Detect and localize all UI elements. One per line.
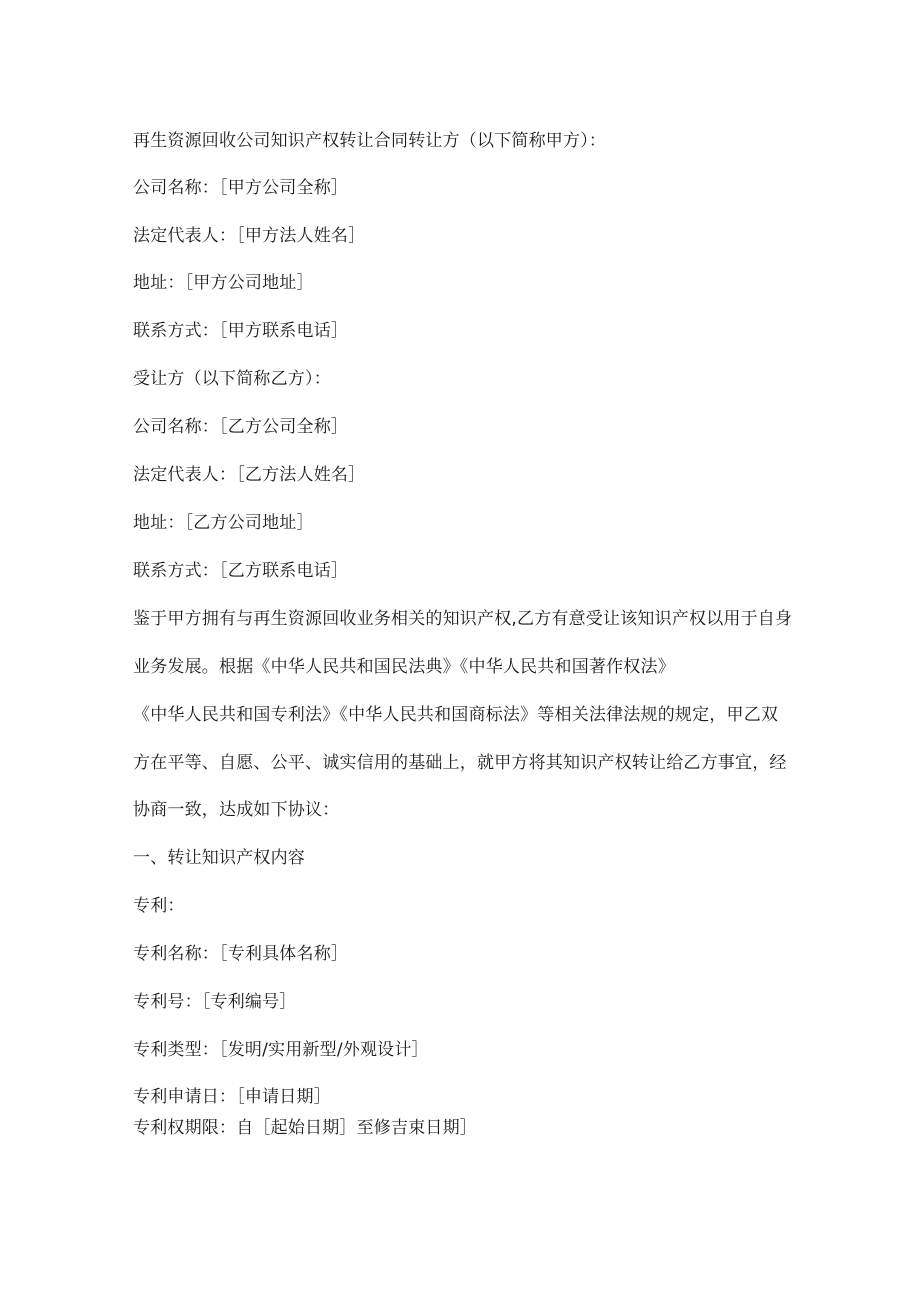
party-b-legal-rep: 法定代表人：［乙方法人姓名］ — [133, 465, 366, 485]
party-a-address: 地址：［甲方公司地址］ — [133, 273, 314, 293]
party-b-company-name: 公司名称：［乙方公司全称］ — [133, 417, 349, 437]
preamble-line-3: 《中华人民共和国专利法》《中华人民共和国商标法》等相关法律法规的规定，甲乙双 — [133, 705, 779, 725]
patent-apply-date: 专利申请日：［申请日期］ — [133, 1087, 331, 1107]
preamble-line-4: 方在平等、自愿、公平、诚实信用的基础上，就甲方将其知识产权转让给乙方事宜，经 — [133, 753, 787, 773]
title-line: 再生资源回收公司知识产权转让合同转让方（以下简称甲方）： — [133, 131, 607, 151]
patent-name: 专利名称：［专利具体名称］ — [133, 944, 349, 964]
party-b-heading: 受让方（以下简称乙方）： — [133, 369, 331, 389]
preamble-line-5: 协商一致，达成如下协议： — [133, 800, 340, 820]
preamble-line-2: 业务发展。根据《中华人民共和国民法典》《中华人民共和国著作权法》 — [133, 657, 675, 677]
patent-type: 专利类型：［发明/实用新型/外观设计］ — [133, 1040, 429, 1060]
party-b-contact: 联系方式：［乙方联系电话］ — [133, 561, 349, 581]
patent-number: 专利号：［专利编号］ — [133, 992, 297, 1012]
patent-term: 专利权期限：自［起始日期］至修吉束日期］ — [133, 1118, 477, 1138]
party-a-company-name: 公司名称：［甲方公司全称］ — [133, 178, 349, 198]
preamble-line-1: 鉴于甲方拥有与再生资源回收业务相关的知识产权,乙方有意受让该知识产权以用于自身 — [133, 609, 793, 629]
section-1-heading: 一、转让知识产权内容 — [133, 848, 305, 868]
party-b-address: 地址：［乙方公司地址］ — [133, 513, 314, 533]
party-a-legal-rep: 法定代表人：［甲方法人姓名］ — [133, 226, 366, 246]
party-a-contact: 联系方式：［甲方联系电话］ — [133, 321, 349, 341]
patent-heading: 专利： — [133, 896, 185, 916]
